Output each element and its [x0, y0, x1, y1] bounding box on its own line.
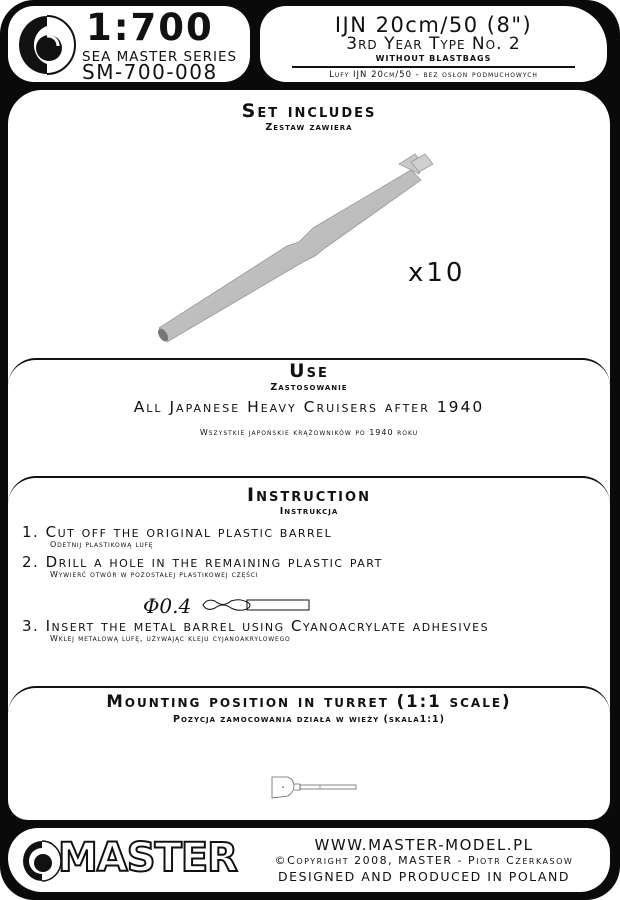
step-number: 1. — [22, 523, 40, 541]
product-variant: WITHOUT BLASTBAGS — [375, 54, 492, 63]
step-2 — [22, 554, 383, 570]
use-subtitle: Zastosowanie — [270, 382, 348, 393]
content-panel — [8, 90, 610, 820]
section-instruction — [8, 476, 610, 674]
product-subtitle: 3rd Year Type No. 2 — [346, 34, 521, 54]
drill-bit-icon — [201, 596, 311, 614]
scale-label: 1:700 — [86, 6, 214, 49]
made-in-text: DESIGNED AND PRODUCED IN POLAND — [278, 869, 570, 884]
step-number: 3. — [22, 617, 40, 635]
step-text: Cut off the original plastic barrel — [45, 523, 333, 541]
master-logo-icon — [22, 840, 62, 882]
step-text: Drill a hole in the remaining plastic part — [45, 553, 383, 571]
drill-size-label: Φ0.4 — [143, 594, 192, 618]
master-logo-icon — [18, 14, 76, 76]
product-title: IJN 20cm/50 (8") — [334, 13, 533, 37]
title-divider — [292, 66, 575, 68]
series-label: SEA MASTER SERIES — [82, 49, 238, 65]
set-includes-subtitle: Zestaw zawiera — [265, 122, 353, 133]
section-mounting — [8, 686, 610, 820]
use-text: All Japanese Heavy Cruisers after 1940 — [133, 398, 485, 416]
mounting-title: Mounting position in turret (1:1 scale) — [106, 692, 512, 711]
mounting-subtitle: Pozycja zamocowania działa w wieży (skala1:1) — [173, 714, 445, 725]
turret-diagram — [270, 774, 360, 802]
quantity-label: x10 — [408, 258, 466, 288]
use-title: Use — [289, 360, 329, 382]
section-set-includes — [8, 90, 610, 358]
set-includes-title: Set includes — [241, 100, 377, 122]
step-2-polish: Wywierć otwór w pozostałej plastikowej części — [50, 570, 259, 579]
instruction-title: Instruction — [247, 484, 371, 506]
barrel-image — [153, 150, 453, 350]
website-link[interactable]: WWW.MASTER-MODEL.PL — [314, 836, 534, 854]
step-text: Insert the metal barrel using Cyanoacrylate adhesives — [45, 617, 490, 635]
instruction-subtitle: Instrukcja — [279, 506, 339, 517]
footer-brand: MASTER — [58, 835, 237, 881]
copyright-text: ©Copyright 2008, MASTER - Piotr Czerkasow — [274, 854, 574, 867]
section-use — [8, 358, 610, 476]
step-number: 2. — [22, 553, 40, 571]
product-title-polish: Lufy IJN 20cm/50 - bez osłon podmuchowych — [329, 70, 538, 80]
step-1 — [22, 524, 332, 540]
footer-panel — [8, 828, 610, 892]
drill-size — [143, 594, 191, 618]
header-logo-panel — [8, 6, 250, 82]
product-code: SM-700-008 — [82, 60, 218, 84]
step-1-polish: Odetnij plastikową lufę — [50, 540, 154, 549]
use-text-polish: Wszystkie japońskie krążowników po 1940 roku — [199, 428, 419, 437]
step-3-polish: Wklej metalową lufę, używając kleju cyjanoakrylowego — [50, 634, 291, 643]
header-title-panel — [260, 6, 607, 82]
step-3 — [22, 618, 489, 634]
